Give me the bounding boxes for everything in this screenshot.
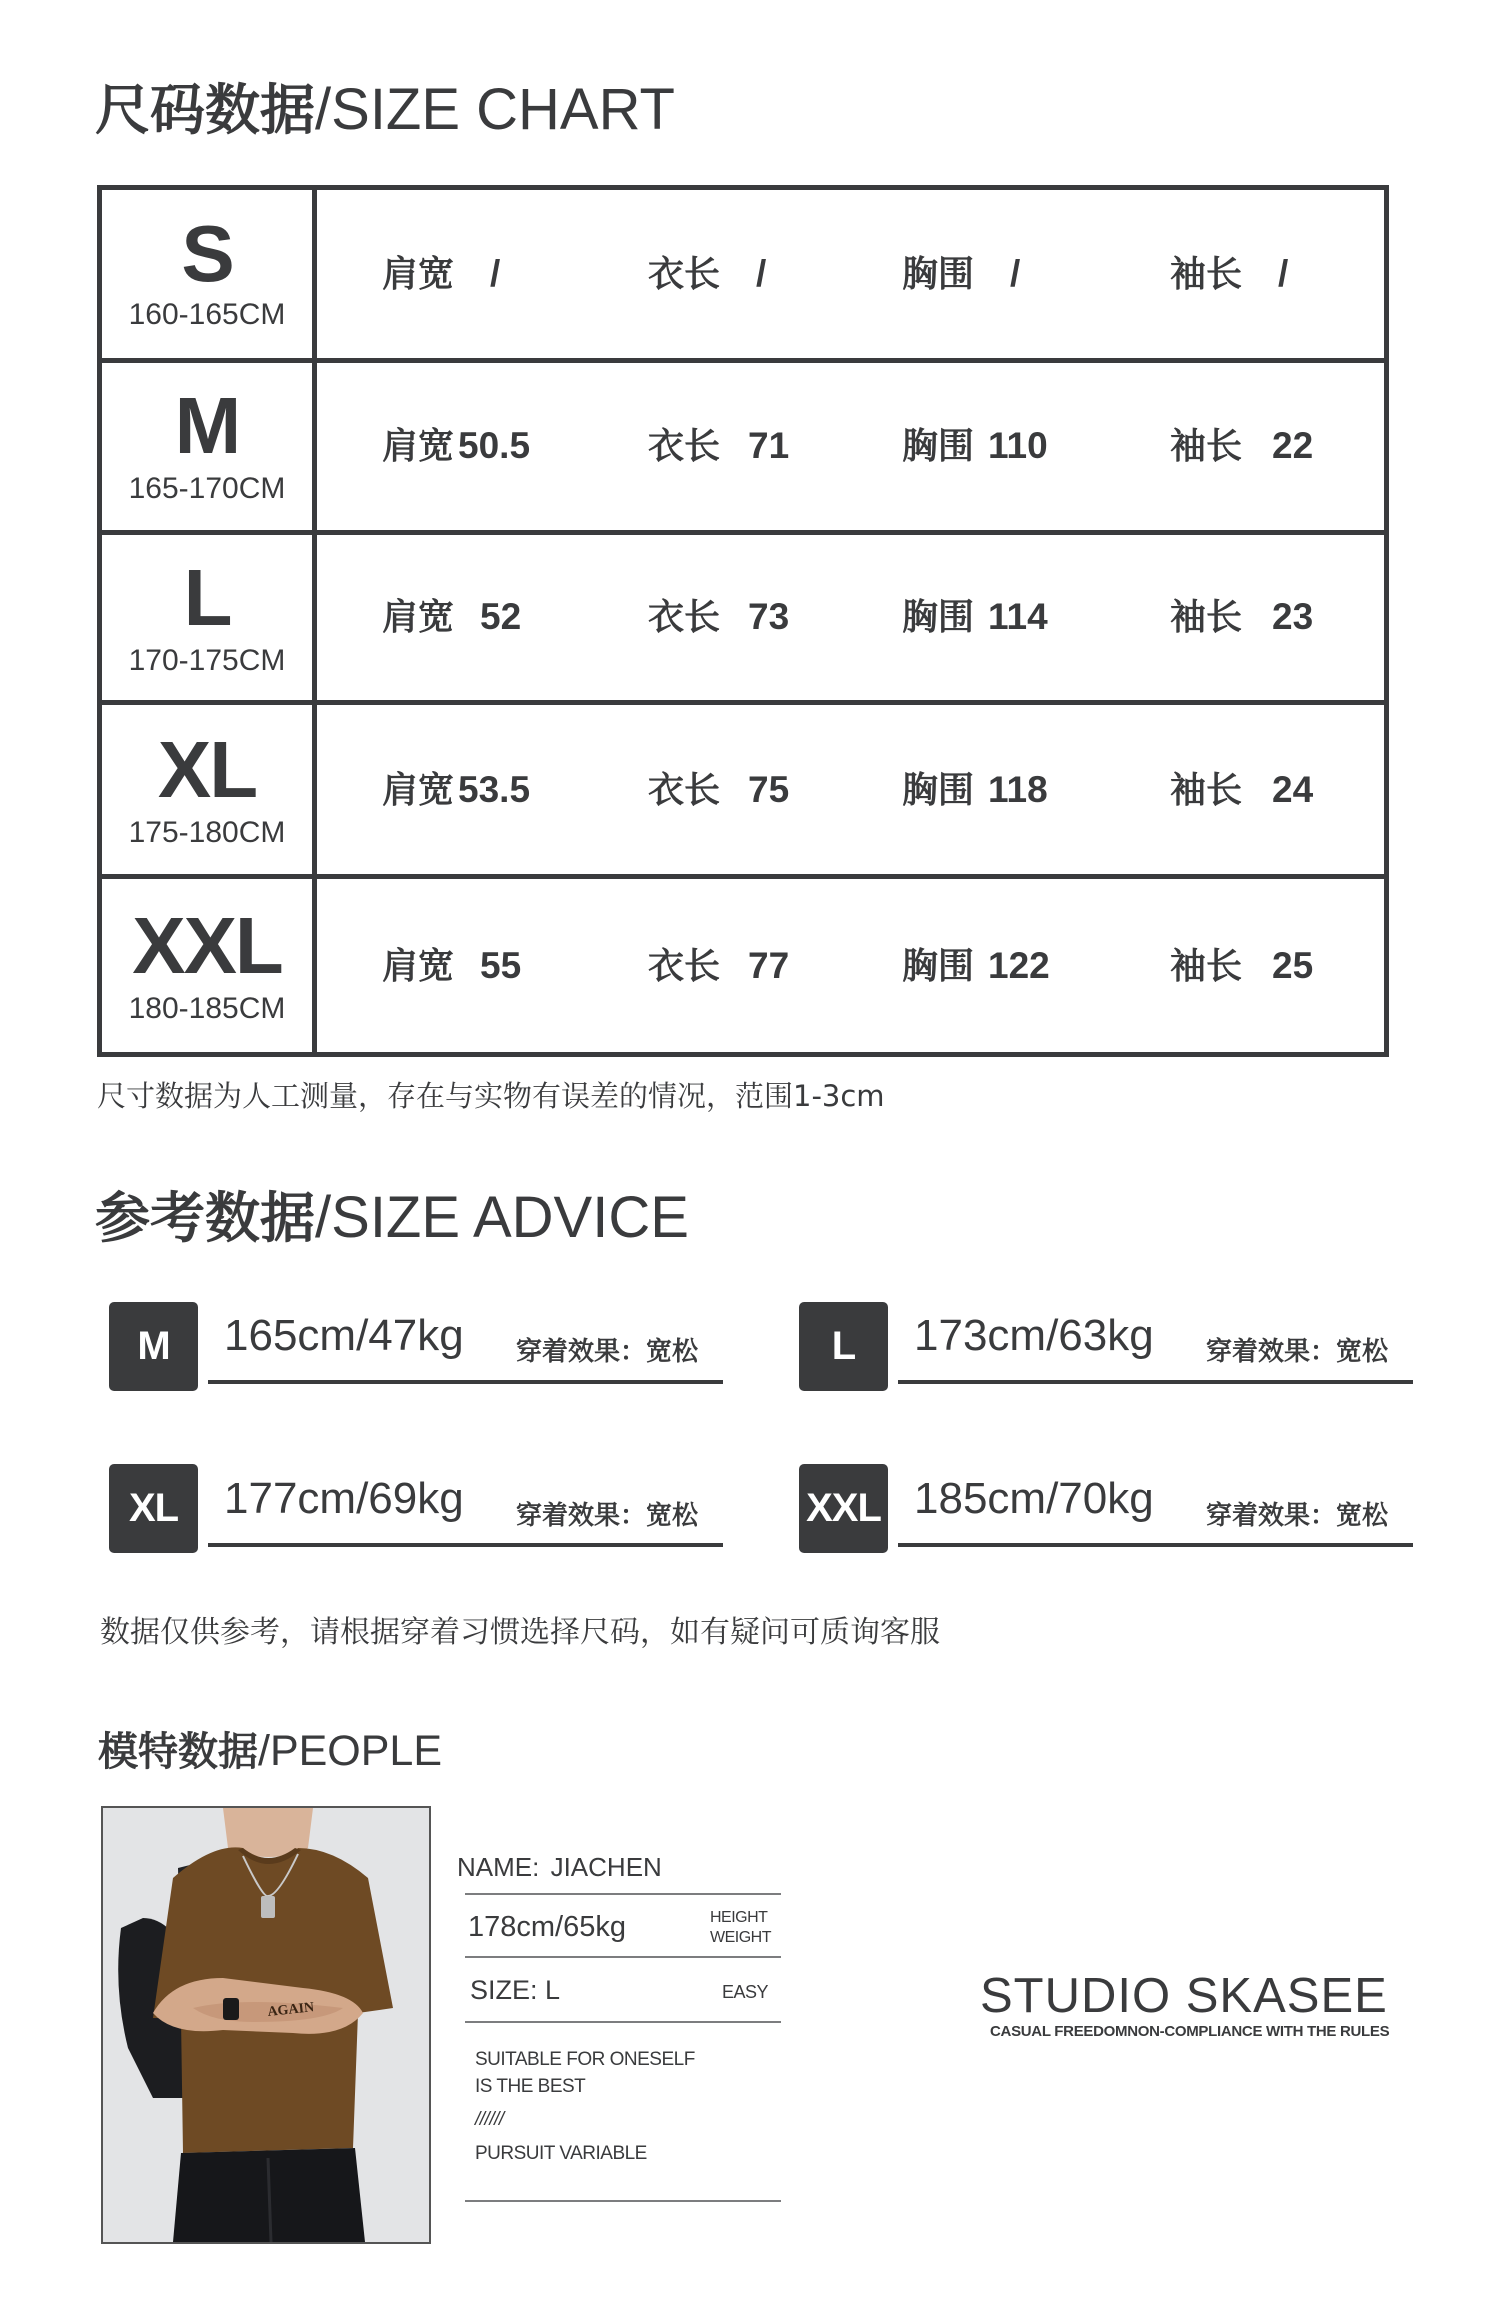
measure-label: 袖长: [1170, 426, 1243, 467]
size-label: XXL: [132, 901, 282, 990]
size-cell: [102, 358, 312, 530]
measure-value: 110: [988, 425, 1048, 466]
advice-size-badge-m: M: [109, 1302, 198, 1391]
measure-label: 袖长: [1170, 946, 1243, 987]
measure-label: 衣长: [648, 770, 721, 811]
model-photo: [101, 1806, 431, 2244]
people-divider: [465, 2021, 781, 2023]
model-size: SIZE: L: [470, 1975, 561, 2005]
advice-size-badge-xxl: XXL: [799, 1464, 888, 1553]
measure-label: 胸围: [902, 426, 975, 467]
measure-chest: [902, 597, 1048, 638]
advice-underline: [208, 1380, 723, 1384]
measure-label: 袖长: [1170, 770, 1243, 811]
model-name-label: NAME:: [457, 1852, 540, 1882]
size-advice-title-cn: 参考数据: [95, 1186, 316, 1250]
advice-underline: [898, 1543, 1413, 1547]
measure-shoulder: [382, 946, 521, 987]
measure-label: 肩宽: [382, 597, 455, 638]
people-title: [98, 1720, 442, 1777]
people-divider: [465, 2200, 781, 2202]
measure-sleeve: [1170, 946, 1313, 987]
advice-body-data: 165cm/47kg: [224, 1311, 464, 1360]
measure-label: 肩宽: [382, 770, 455, 811]
measure-value: 24: [1272, 769, 1314, 810]
size-label: M: [174, 381, 240, 470]
size-label: XL: [157, 725, 257, 814]
advice-body-data: 173cm/63kg: [914, 1311, 1154, 1360]
measure-label: 衣长: [648, 946, 721, 987]
measure-label: 胸围: [902, 770, 975, 811]
brand-tagline: CASUAL FREEDOMNON-COMPLIANCE WITH THE RULES: [990, 2023, 1390, 2040]
measure-label: 胸围: [902, 946, 975, 987]
measure-shoulder: [382, 254, 500, 295]
size-row-s: [102, 190, 1384, 358]
measure-sleeve: [1170, 426, 1313, 467]
measure-label: 衣长: [648, 597, 721, 638]
size-label: S: [181, 209, 233, 298]
model-name: JIACHEN: [550, 1852, 662, 1882]
size-row-l: [102, 530, 1384, 700]
people-title-cn: 模特数据: [98, 1729, 258, 1775]
measure-value: /: [1010, 253, 1021, 294]
size-chart-title-cn: 尺码数据: [95, 78, 316, 142]
brand-name: STUDIO SKASEE: [980, 1969, 1388, 2023]
height-label: HEIGHT: [710, 1909, 768, 1926]
measure-sleeve: [1170, 597, 1313, 638]
measure-value: /: [490, 253, 501, 294]
weight-label: WEIGHT: [710, 1929, 771, 1946]
size-range: 170-175CM: [128, 644, 286, 677]
measure-label: 袖长: [1170, 254, 1243, 295]
size-advice-title: [95, 1174, 689, 1253]
size-advice-title-en: /SIZE ADVICE: [315, 1185, 689, 1250]
measure-length: [648, 946, 789, 987]
measure-value: 25: [1272, 945, 1314, 986]
measure-chest: [902, 946, 1050, 987]
measure-label: 肩宽: [382, 254, 455, 295]
measure-value: 22: [1272, 425, 1314, 466]
advice-fit: 穿着效果：宽松: [1206, 1501, 1389, 1531]
advice-size-badge-l: L: [799, 1302, 888, 1391]
measure-label: 胸围: [902, 597, 975, 638]
advice-underline: [898, 1380, 1413, 1384]
measure-value: 73: [748, 596, 790, 637]
slogan-line-2: IS THE BEST: [475, 2076, 586, 2097]
measure-label: 胸围: [902, 254, 975, 295]
advice-size-badge-xl: XL: [109, 1464, 198, 1553]
measure-value: 118: [988, 769, 1048, 810]
size-chart-note: 尺寸数据为人工测量，存在与实物有误差的情况，范围1-3cm: [97, 1079, 885, 1113]
size-row-m: [102, 358, 1384, 530]
size-cell: [102, 190, 312, 358]
model-name-row: [457, 1852, 662, 1883]
measure-shoulder: [382, 597, 521, 638]
size-cell: [102, 700, 312, 874]
measure-label: 肩宽: [382, 946, 455, 987]
measure-value: /: [1278, 253, 1289, 294]
measure-value: 75: [748, 769, 790, 810]
measure-label: 肩宽: [382, 426, 455, 467]
size-range: 175-180CM: [128, 816, 286, 849]
model-fit: EASY: [722, 1982, 769, 2002]
size-label: L: [183, 553, 231, 642]
measure-value: 71: [748, 425, 790, 466]
advice-body-data: 177cm/69kg: [224, 1474, 464, 1523]
size-range: 160-165CM: [128, 298, 286, 331]
measure-chest: [902, 254, 1020, 295]
measure-sleeve: [1170, 770, 1313, 811]
slogan-line-3: //////: [475, 2109, 504, 2130]
measure-value: 55: [480, 945, 522, 986]
measure-value: 52: [480, 596, 522, 637]
measure-label: 袖长: [1170, 597, 1243, 638]
arm-print-text: AGAIN: [266, 2000, 315, 2020]
measure-length: [648, 770, 789, 811]
people-divider: [465, 1956, 781, 1958]
measure-value: 114: [988, 596, 1048, 637]
advice-fit: 穿着效果：宽松: [516, 1501, 699, 1531]
size-range: 165-170CM: [128, 472, 286, 505]
size-chart-table: [97, 185, 1389, 1057]
measure-shoulder: [382, 426, 530, 467]
people-title-en: /PEOPLE: [258, 1727, 443, 1775]
advice-fit: 穿着效果：宽松: [1206, 1337, 1389, 1367]
measure-sleeve: [1170, 254, 1288, 295]
measure-value: 50.5: [458, 425, 531, 466]
size-cell: [102, 530, 312, 700]
size-range: 180-185CM: [128, 992, 286, 1025]
measure-length: [648, 254, 766, 295]
measure-value: /: [756, 253, 767, 294]
slogan-line-4: PURSUIT VARIABLE: [475, 2143, 647, 2164]
measure-label: 衣长: [648, 426, 721, 467]
measure-length: [648, 426, 789, 467]
measure-chest: [902, 770, 1048, 811]
measure-label: 衣长: [648, 254, 721, 295]
size-chart-title: [95, 66, 675, 145]
advice-fit: 穿着效果：宽松: [516, 1337, 699, 1367]
advice-body-data: 185cm/70kg: [914, 1474, 1154, 1523]
slogan-line-1: SUITABLE FOR ONESELF: [475, 2049, 695, 2070]
advice-underline: [208, 1543, 723, 1547]
size-cell: [102, 874, 312, 1052]
model-height-weight: 178cm/65kg: [468, 1911, 626, 1943]
people-divider: [465, 1893, 781, 1895]
measure-value: 77: [748, 945, 790, 986]
measure-value: 23: [1272, 596, 1314, 637]
measure-length: [648, 597, 789, 638]
size-chart-title-en: /SIZE CHART: [315, 77, 675, 142]
size-row-xl: [102, 700, 1384, 874]
measure-value: 122: [988, 945, 1050, 986]
measure-chest: [902, 426, 1048, 467]
model-illustration: [103, 1808, 429, 2242]
size-advice-note: 数据仅供参考，请根据穿着习惯选择尺码，如有疑问可质询客服: [100, 1615, 940, 1650]
measure-shoulder: [382, 770, 530, 811]
measure-value: 53.5: [458, 769, 531, 810]
size-row-xxl: [102, 874, 1384, 1052]
